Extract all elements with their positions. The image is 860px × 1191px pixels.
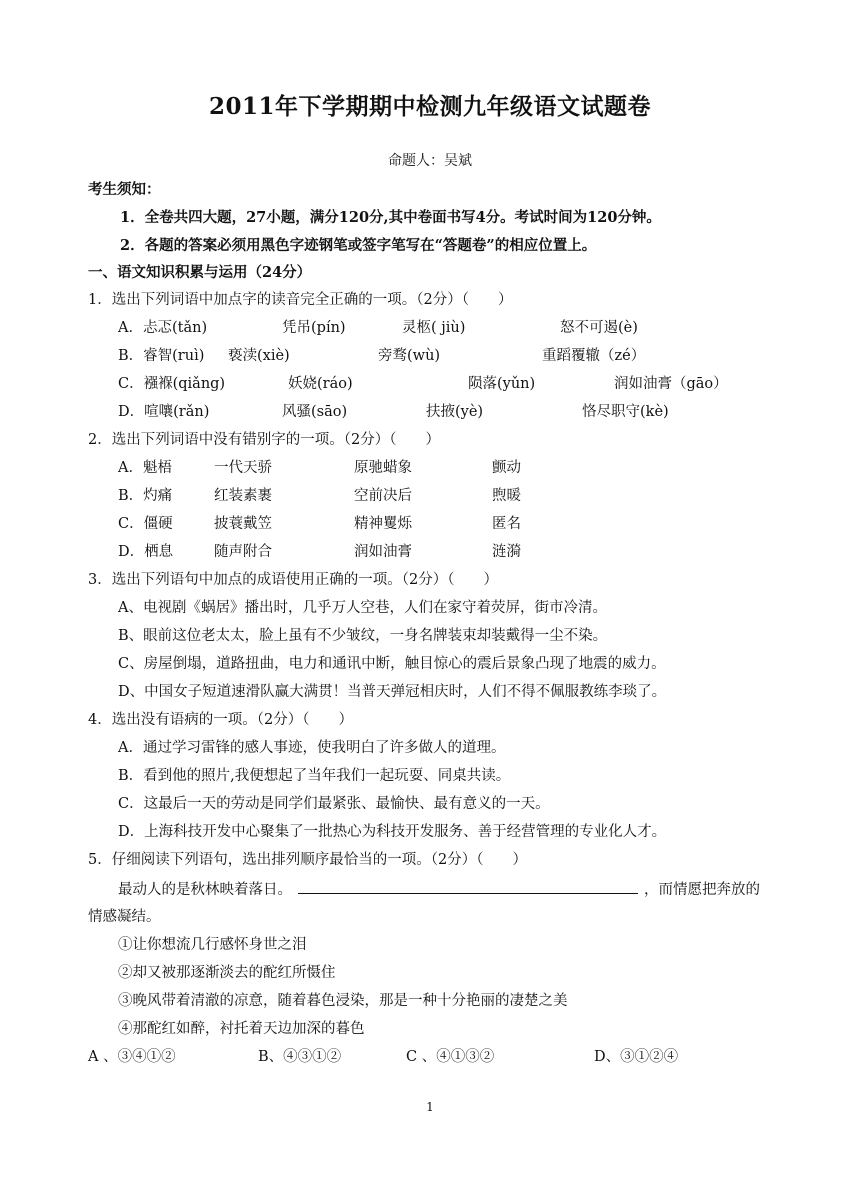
option-row (118, 318, 818, 338)
option-cell: 原驰蜡象 (354, 460, 412, 476)
option-cell: 披蓑戴笠 (214, 516, 272, 532)
option-cell: D．喧嚷(rǎn) (118, 404, 210, 420)
sentence-item: ④那酡红如醉，衬托着天边加深的暮色 (118, 1021, 365, 1037)
answer-choice: B、④③①② (258, 1049, 342, 1065)
passage-end: ，而情愿把奔放的 (644, 882, 760, 898)
passage-start: 最动人的是秋林映着落日。 (118, 882, 292, 898)
answer-choice: A 、③④①② (88, 1049, 176, 1065)
option-line: B．看到他的照片,我便想起了当年我们一起玩耍、同桌共读。 (118, 768, 511, 784)
option-row (118, 374, 818, 394)
option-cell: B．睿智(ruì) (118, 348, 205, 364)
option-cell: 润如油膏（gāo） (614, 376, 728, 392)
option-cell: 空前决后 (354, 488, 412, 504)
question-stem: 1．选出下列词语中加点字的读音完全正确的一项。（2分）（ ） (88, 292, 513, 308)
option-cell: C．襁褓(qiǎng) (118, 376, 226, 392)
option-cell: 重蹈覆辙（zé） (542, 348, 646, 364)
option-cell: A．魁梧 (118, 460, 172, 476)
option-cell: 凭吊(pín) (282, 320, 346, 336)
notice-item: 2．各题的答案必须用黑色字迹钢笔或签字笔写在“答题卷”的相应位置上。 (120, 237, 597, 254)
passage-line (118, 879, 760, 900)
passage-continuation: 情感凝结。 (88, 909, 161, 925)
option-line: A．通过学习雷锋的感人事迹，使我明白了许多做人的道理。 (118, 740, 506, 756)
option-cell: 一代天骄 (214, 460, 272, 476)
option-cell: B．灼痛 (118, 488, 173, 504)
answer-row (88, 1047, 788, 1067)
option-cell: 旁骛(wù) (378, 348, 441, 364)
option-line: C．这最后一天的劳动是同学们最紧张、最愉快、最有意义的一天。 (118, 796, 550, 812)
option-cell: 润如油膏 (354, 544, 412, 560)
option-line: A、电视剧《蜗居》播出时，几乎万人空巷，人们在家守着荧屏，街市冷清。 (118, 600, 607, 616)
option-cell: 妖娆(ráo) (288, 376, 353, 392)
option-line: D、中国女子短道速滑队赢大满贯！当普天弹冠相庆时，人们不得不佩服教练李琰了。 (118, 684, 667, 700)
option-cell: 陨落(yǔn) (468, 376, 536, 392)
option-line: B、眼前这位老太太，脸上虽有不少皱纹，一身名牌装束却装戴得一尘不染。 (118, 628, 608, 644)
sentence-item: ①让你想流几行感怀身世之泪 (118, 937, 307, 953)
question-stem: 4．选出没有语病的一项。（2分）（ ） (88, 712, 353, 728)
option-row (118, 458, 818, 478)
author-line: 命题人：吴斌 (388, 153, 472, 169)
page-title: 2011年下学期期中检测九年级语文试题卷 (208, 93, 651, 120)
option-line: C、房屋倒塌，道路扭曲，电力和通讯中断，触目惊心的震后景象凸现了地震的威力。 (118, 656, 666, 672)
answer-blank (298, 879, 638, 894)
sentence-item: ③晚风带着清澈的凉意，随着暮色浸染，那是一种十分艳丽的凄楚之美 (118, 993, 568, 1009)
option-line: D．上海科技开发中心聚集了一批热心为科技开发服务、善于经营管理的专业化人才。 (118, 824, 667, 840)
sentence-item: ②却又被那逐渐淡去的酡红所慑住 (118, 965, 336, 981)
option-row (118, 514, 818, 534)
option-row (118, 402, 818, 422)
section-heading: 一、语文知识积累与运用（24分） (88, 264, 312, 281)
notice-item: 1．全卷共四大题，27小题，满分120分,其中卷面书写4分。考试时间为120分钟。 (120, 209, 661, 226)
question-stem: 2．选出下列词语中没有错别字的一项。（2分）（ ） (88, 432, 440, 448)
option-row (118, 346, 818, 366)
option-cell: C．僵硬 (118, 516, 173, 532)
notice-heading: 考生须知： (88, 181, 161, 198)
option-cell: 红装素裹 (214, 488, 272, 504)
question-stem: 5．仔细阅读下列语句，选出排列顺序最恰当的一项。（2分）（ ） (88, 852, 527, 868)
option-cell: 匿名 (492, 516, 521, 532)
option-cell: 怒不可遏(è) (560, 320, 638, 336)
option-cell: 涟漪 (492, 544, 521, 560)
option-cell: 亵渎(xiè) (228, 348, 290, 364)
option-cell: 恪尽职守(kè) (582, 404, 669, 420)
page-number: 1 (426, 1100, 434, 1114)
option-cell: 煦暖 (492, 488, 521, 504)
option-row (118, 486, 818, 506)
answer-choice: D、③①②④ (594, 1049, 679, 1065)
option-row (118, 542, 818, 562)
option-cell: D．栖息 (118, 544, 174, 560)
question-stem: 3．选出下列语句中加点的成语使用正确的一项。（2分）（ ） (88, 572, 498, 588)
answer-choice: C 、④①③② (406, 1049, 495, 1065)
option-cell: 灵柩( jiù) (402, 320, 466, 336)
option-cell: A．忐忑(tǎn) (118, 320, 208, 336)
option-cell: 随声附合 (214, 544, 272, 560)
option-cell: 风骚(sāo) (282, 404, 348, 420)
option-cell: 精神矍烁 (354, 516, 412, 532)
option-cell: 扶掖(yè) (426, 404, 484, 420)
option-cell: 颤动 (492, 460, 521, 476)
